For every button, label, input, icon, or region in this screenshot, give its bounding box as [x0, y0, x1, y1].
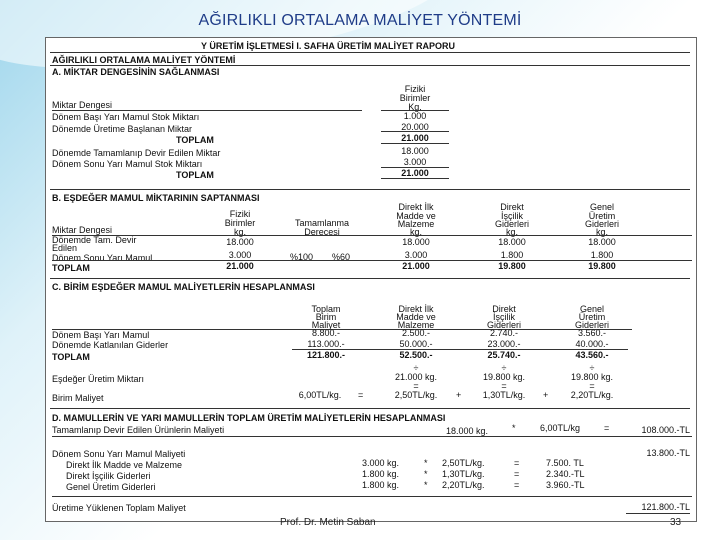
total-value: 52.500.- — [399, 350, 433, 360]
divide-sign: ÷ — [413, 363, 419, 373]
amount: 108.000.-TL — [641, 425, 690, 435]
cell: %100 — [290, 252, 314, 262]
cell: 113.000.- — [307, 339, 345, 349]
divider — [52, 110, 362, 111]
cell: 1.800 — [590, 250, 614, 260]
row-label: Dönemde Katlanılan Giderler — [52, 340, 169, 350]
equals-sign: = — [514, 458, 520, 468]
total-value: 43.560.- — [575, 350, 609, 360]
total-label: TOPLAM — [176, 170, 214, 180]
divider — [50, 408, 690, 409]
multiply-sign: * — [424, 480, 428, 490]
row-label: Eşdeğer Üretim Miktarı — [52, 374, 145, 384]
header-line: Direkt — [492, 304, 516, 314]
row-label: Tamamlanıp Devir Edilen Ürünlerin Maliyeti — [52, 425, 225, 435]
header-line: Birimler — [399, 93, 431, 103]
cell: 1,30TL/kg. — [442, 469, 485, 479]
row-label: Direkt İşçilik Giderleri — [66, 471, 151, 481]
cell: 18.000 — [498, 237, 526, 247]
header-line: Genel — [579, 304, 605, 314]
cell: 19.800 kg. — [482, 372, 526, 382]
cell: 21.000 kg. — [394, 372, 438, 382]
header-line: Üretim — [588, 211, 616, 221]
row-label: Miktar Dengesi — [52, 100, 113, 110]
cell: 3.560.- — [577, 328, 607, 338]
plus-sign: + — [456, 390, 462, 400]
total-value: 21.000 — [401, 168, 429, 178]
row-value: 1.000 — [403, 111, 427, 121]
cell: 18.000 kg. — [446, 426, 489, 436]
total-value: 19.800 — [588, 261, 616, 271]
equals-sign: = — [589, 381, 595, 391]
divider — [52, 436, 692, 437]
plus-sign: + — [543, 390, 549, 400]
multiply-sign: * — [424, 458, 428, 468]
cell: 6,00TL/kg — [540, 423, 581, 433]
header-line: Maliyet — [311, 320, 341, 330]
row-value: 18.000 — [401, 146, 429, 156]
header-line: Giderleri — [494, 219, 529, 229]
cell: 18.000 — [402, 237, 430, 247]
row-label: Dönem Başı Yarı Mamul Stok Miktarı — [52, 112, 200, 122]
header-line: Giderleri — [486, 320, 521, 330]
row-value: 20.000 — [401, 122, 429, 132]
row-value: 3.000 — [403, 157, 427, 167]
header-line: Genel — [589, 202, 615, 212]
cell: 1,30TL/kg. — [482, 390, 526, 400]
cell: 18.000 — [588, 237, 616, 247]
cell: 50.000.- — [399, 339, 433, 349]
divide-sign: ÷ — [501, 363, 507, 373]
amount: 121.800.-TL — [641, 502, 690, 512]
cell: 1.800 kg. — [362, 480, 400, 490]
header-line: Malzeme — [397, 219, 435, 229]
page-number: 33 — [670, 517, 682, 528]
cell: 18.000 — [226, 237, 254, 247]
total-value: 19.800 — [498, 261, 526, 271]
section-c-title: C. BİRİM EŞDEĞER MAMUL MALİYETLERİN HESAPLANMASI — [52, 282, 315, 292]
cell: 40.000.- — [575, 339, 609, 349]
row-label: Dönem Sonu Yarı Mamul Stok Miktarı — [52, 159, 203, 169]
divider — [381, 143, 449, 144]
divider — [52, 496, 692, 497]
header-line: Giderleri — [574, 320, 609, 330]
cell: 2,20TL/kg. — [570, 390, 614, 400]
total-label: TOPLAM — [176, 135, 214, 145]
equals-sign: = — [514, 480, 520, 490]
cell: 8.800.- — [311, 328, 341, 338]
multiply-sign: * — [424, 469, 428, 479]
section-b-title: B. EŞDEĞER MAMUL MİKTARININ SAPTANMASI — [52, 193, 260, 203]
header-line: Kg. — [408, 102, 422, 112]
cell: 2,20TL/kg. — [442, 480, 485, 490]
header-line: Fiziki — [404, 84, 426, 94]
amount: 2.340.-TL — [546, 469, 585, 479]
divider — [50, 65, 690, 66]
row-label: Dönem Başı Yarı Mamul — [52, 330, 150, 340]
header-line: Madde ve — [396, 211, 436, 221]
header-line: Malzeme — [397, 320, 435, 330]
multiply-sign: * — [512, 423, 516, 433]
header-line: Direkt — [500, 202, 524, 212]
row-label: Dönemde Üretime Başlanan Miktar — [52, 124, 193, 134]
divider — [626, 513, 690, 514]
header-line: kg. — [233, 227, 246, 237]
slide-title: AĞIRLIKLI ORTALAMA MALİYET YÖNTEMİ — [198, 12, 522, 29]
cell: 6,00TL/kg. — [298, 390, 342, 400]
cell: 2.740.- — [489, 328, 519, 338]
row-label: Dönemde Tamamlanıp Devir Edilen Miktar — [52, 148, 221, 158]
cell: 2.500.- — [401, 328, 431, 338]
cell: 1.800 — [500, 250, 524, 260]
header-line: kg. — [595, 227, 608, 237]
header-line: kg. — [409, 227, 422, 237]
total-value: 21.000 — [402, 261, 430, 271]
amount: 13.800.-TL — [646, 448, 690, 458]
divide-sign: ÷ — [589, 363, 595, 373]
cell: 23.000.- — [487, 339, 521, 349]
cell: %60 — [332, 252, 351, 262]
header-line: Giderleri — [584, 219, 619, 229]
cell: 3.000 kg. — [362, 458, 400, 468]
cell: 3.000 — [404, 250, 428, 260]
section-a-title: A. MİKTAR DENGESİNİN SAĞLANMASI — [52, 67, 220, 77]
amount: 7.500. TL — [546, 458, 584, 468]
row-label: Üretime Yüklenen Toplam Maliyet — [52, 503, 186, 513]
row-label: Genel Üretim Giderleri — [66, 482, 156, 492]
header-line: Fiziki — [229, 209, 251, 219]
row-label: Birim Maliyet — [52, 393, 104, 403]
header-line: İşçilik — [501, 211, 523, 221]
equals-sign: = — [514, 469, 520, 479]
divider — [52, 235, 692, 236]
equals-sign: = — [501, 381, 507, 391]
cell: 19.800 kg. — [570, 372, 614, 382]
total-value: 21.000 — [226, 261, 254, 271]
row-label: Miktar Dengesi — [52, 225, 113, 235]
divider — [381, 131, 449, 132]
cell: 2,50TL/kg. — [394, 390, 438, 400]
divider — [50, 52, 690, 53]
report-title: Y ÜRETİM İŞLETMESİ I. SAFHA ÜRETİM MALİYET RAPORU — [201, 41, 456, 51]
row-label: Dönem Sonu Yarı Mamul Maliyeti — [52, 449, 186, 459]
row-label: Direkt İlk Madde ve Malzeme — [66, 460, 183, 470]
footer-author: Prof. Dr. Metin Saban — [280, 517, 376, 528]
amount: 3.960.-TL — [546, 480, 585, 490]
header-line: İşçilik — [493, 312, 515, 322]
header-line: Derecesi — [304, 227, 340, 237]
header-line: Birim — [315, 312, 337, 322]
scanned-report — [45, 37, 697, 522]
total-label: TOPLAM — [52, 352, 90, 362]
cell: 3.000 — [228, 250, 252, 260]
header-line: Direkt İlk — [398, 304, 434, 314]
total-value: 121.800.- — [306, 350, 346, 360]
section-d-title: D. MAMULLERİN VE YARI MAMULLERİN TOPLAM ÜRETİM MALİYETLERİN HESAPLANMASI — [52, 413, 446, 423]
header-line: kg. — [505, 227, 518, 237]
divider — [50, 189, 690, 190]
divider — [50, 278, 690, 279]
cell: 2,50TL/kg. — [442, 458, 485, 468]
header-line: Üretim — [578, 312, 606, 322]
equals-sign: = — [358, 390, 364, 400]
total-value: 25.740.- — [487, 350, 521, 360]
total-label: TOPLAM — [52, 263, 90, 273]
row-label: Edilen — [52, 243, 78, 253]
row-label: Dönem Sonu Yarı Mamul — [52, 253, 153, 263]
row-label: Dönemde Tam. Devir — [52, 235, 137, 245]
header-line: Toplam — [311, 304, 341, 314]
equals-sign: = — [413, 381, 419, 391]
total-value: 21.000 — [401, 133, 429, 143]
equals-sign: = — [604, 423, 610, 433]
method-title: AĞIRLIKLI ORTALAMA MALİYET YÖNTEMİ — [52, 55, 236, 65]
divider — [381, 178, 449, 179]
header-line: Tamamlanma — [294, 218, 350, 228]
cell: 1.800 kg. — [362, 469, 400, 479]
header-line: Madde ve — [396, 312, 436, 322]
header-line: Birimler — [224, 218, 256, 228]
header-line: Direkt İlk — [398, 202, 434, 212]
